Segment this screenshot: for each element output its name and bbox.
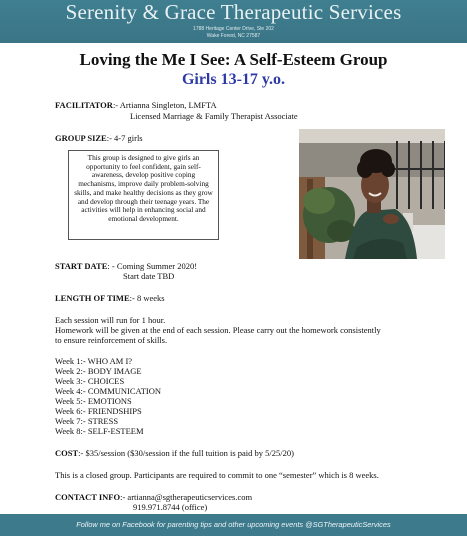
facilitator-name: :- Artianna Singleton, LMFTA: [112, 100, 217, 110]
address-line-2: Wake Forest, NC 27587: [206, 33, 261, 39]
week-item: Week 2:- BODY IMAGE: [55, 366, 142, 376]
facilitator-role: Licensed Marriage & Family Therapist Associate: [130, 111, 298, 121]
facilitator-label: FACILITATOR: [55, 100, 113, 110]
footer-banner: [0, 514, 467, 536]
length-label: LENGTH OF TIME: [55, 293, 130, 303]
homework-line-1: Homework will be given at the end of each session. Please carry out the homework consistently: [55, 325, 381, 335]
week-item: Week 3:- CHOICES: [55, 376, 125, 386]
address-line-1: 1788 Heritage Center Drive, Ste 202: [193, 26, 274, 32]
page-subtitle: Girls 13-17 y.o.: [181, 71, 286, 88]
description-box: This group is designed to give girls an opportunity to feel confident, gain self-awareness, develop positive coping mechanisms, improve daily problem-solving skills, and make healthy decisions as they grow and develop through their teenage years. The activities will help in enhancing social and emotional development.: [68, 150, 219, 240]
week-item: Week 7:- STRESS: [55, 416, 119, 426]
contact-line: [55, 492, 252, 502]
contact-label: CONTACT INFO: [55, 492, 121, 502]
start-date-value: : - Coming Summer 2020!: [107, 261, 198, 271]
homework-line-2: to ensure reinforcement of skills.: [55, 335, 168, 345]
cost-label: COST: [55, 448, 79, 458]
start-date-label: START DATE: [55, 261, 108, 271]
week-item: Week 6:- FRIENDSHIPS: [55, 406, 142, 416]
closed-group-note: This is a closed group. Participants are required to commit to one “semester” which is 8 weeks.: [55, 470, 379, 480]
org-name: Serenity & Grace Therapeutic Services: [65, 0, 402, 24]
week-item: Week 8:- SELF-ESTEEM: [55, 426, 144, 436]
cost-line: [55, 448, 294, 458]
footer-text: Follow me on Facebook for parenting tips and other upcoming events @SGTherapeuticServices: [76, 520, 391, 529]
facilitator-photo: [299, 129, 445, 259]
start-date-tbd: Start date TBD: [123, 271, 175, 281]
length-line: [55, 293, 165, 303]
length-value: :- 8 weeks: [129, 293, 165, 303]
start-date-line: [55, 261, 197, 271]
session-line: Each session will run for 1 hour.: [55, 315, 166, 325]
facilitator-line: [55, 100, 217, 110]
week-item: Week 5:- EMOTIONS: [55, 396, 132, 406]
group-size-value: :- 4-7 girls: [106, 133, 143, 143]
group-size-label: GROUP SIZE: [55, 133, 107, 143]
cost-value: :- $35/session ($30/session if the full tuition is paid by 5/25/20): [78, 448, 294, 458]
week-item: Week 1:- WHO AM I?: [55, 356, 133, 366]
week-item: Week 4:- COMMUNICATION: [55, 386, 162, 396]
contact-phone: 919.971.8744 (office): [133, 502, 208, 512]
page-title: Loving the Me I See: A Self-Esteem Group: [79, 50, 388, 69]
header-banner: [0, 0, 467, 43]
group-size-line: [55, 133, 143, 143]
contact-email: :- artianna@sgtherapeuticservices.com: [120, 492, 253, 502]
